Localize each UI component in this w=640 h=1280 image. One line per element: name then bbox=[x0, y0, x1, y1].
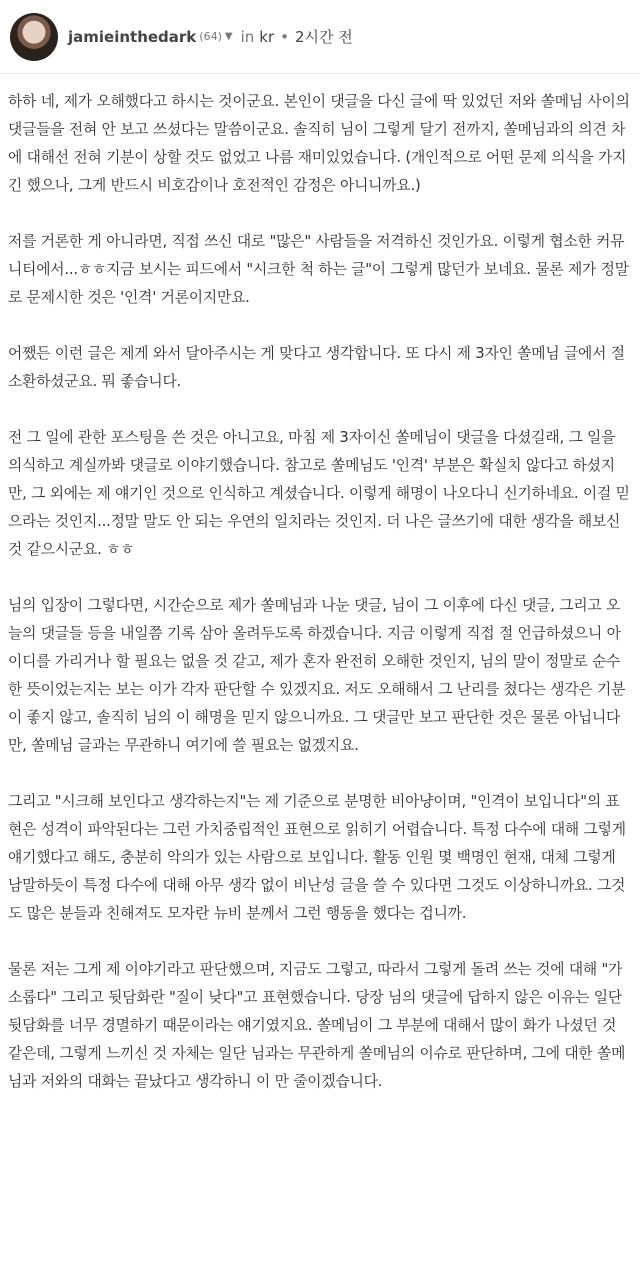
meta-separator: • bbox=[280, 27, 289, 46]
paragraph: 저를 거론한 게 아니라면, 직접 쓰신 대로 "많은" 사람들을 저격하신 것인가요. 이렇게 협소한 커뮤니티에서...ㅎㅎ지금 보시는 피드에서 "시크한 척 하는 글"이 그렇게 많던가 보네요. 물론 제가 정말로 문제시한 것은 '인격' 거론이지만요. bbox=[8, 233, 629, 306]
paragraph: 물론 저는 그게 제 이야기라고 판단했으며, 지금도 그렇고, 따라서 그렇게 돌려 쓰는 것에 대해 "가소롭다" 그리고 뒷담화란 "질이 낮다"고 표현했습니다. 당장 님의 댓글에 답하지 않은 이유는 일단 뒷담화를 너무 경멸하기 때문이라는 얘기였지요. 쏠메님이 그 부분에 대해서 많이 화가 나셨던 것 같은데, 그렇게 느끼신 것 자체는 일단 님과는 무관하게 쏠메님의 이슈로 판단하며, 그에 대한 쏠메님과 저와의 대화는 끝났다고 생각하니 이 만 줄이겠습니다. bbox=[8, 961, 626, 1090]
paragraph: 어쨌든 이런 글은 제게 와서 달아주시는 게 맞다고 생각합니다. 또 다시 제 3자인 쏠메님 글에서 절 소환하셨군요. 뭐 좋습니다. bbox=[8, 345, 625, 390]
paragraph: 전 그 일에 관한 포스팅을 쓴 것은 아니고요, 마침 제 3자이신 쏠메님이 댓글을 다셨길래, 그 일을 의식하고 계실까봐 댓글로 이야기했습니다. 참고로 쏠메님도 '인격' 부분은 확실치 않다고 하셨지만, 그 외에는 제 얘기인 것으로 인식하고 계셨습니다. 이렇게 해명이 나오다니 신기하네요. 이걸 믿으라는 것인지...정말 말도 안 되는 우연의 일치라는 것인지. 더 나은 글쓰기에 대한 생각을 해보신 것 같으시군요. ㅎㅎ bbox=[8, 429, 630, 558]
post-meta bbox=[68, 26, 353, 47]
author-avatar[interactable] bbox=[10, 13, 58, 61]
paragraph: 하하 네, 제가 오해했다고 하시는 것이군요. 본인이 댓글을 다신 글에 딱 있었던 저와 쏠메님 사이의 댓글들을 전혀 안 보고 쓰셨다는 말씀이군요. 솔직히 님이 그렇게 달기 전까지, 쏠메님과의 의견 차에 대해선 전혀 기분이 상할 것도 없었고 나름 재미있었습니다. (개인적으로 어떤 문제 의식을 가지긴 했으나, 그게 반드시 비호감이나 호전적인 감정은 아니니까요.) bbox=[8, 93, 630, 194]
chevron-down-icon[interactable]: ▼ bbox=[224, 31, 233, 42]
post-body bbox=[0, 74, 640, 1096]
paragraph: 그리고 "시크해 보인다고 생각하는지"는 제 기준으로 분명한 비아냥이며, "인격이 보입니다"의 표현은 성격이 파악된다는 그런 가치중립적인 표현으로 읽히기 어렵습니다. 특정 다수에 대해 그렇게 얘기했다고 해도, 충분히 악의가 있는 사람으로 보입니다. 활동 인원 몇 백명인 현재, 대체 그렇게 남말하듯이 특정 다수에 대해 아무 생각 없이 비난성 글을 쓸 수 있다면 그것도 이상하니까요. 그것도 많은 분들과 친해져도 모자란 뉴비 분께서 그런 행동을 했다는 겁니까. bbox=[8, 793, 626, 922]
post-header bbox=[0, 0, 640, 74]
author-name[interactable]: jamieinthedark bbox=[68, 27, 197, 46]
paragraph: 님의 입장이 그렇다면, 시간순으로 제가 쏠메님과 나눈 댓글, 님이 그 이후에 다신 댓글, 그리고 오늘의 댓글들 등을 내일쯤 기록 삼아 올려두도록 하겠습니다. 지금 이렇게 직접 절 언급하셨으니 아이디를 가리거나 할 필요는 없을 것 같고, 제가 혼자 완전히 오해한 것인지, 님의 말이 정말로 순수한 뜻이었는지는 보는 이가 각자 판단할 수 있겠지요. 저도 오해해서 그 난리를 쳤다는 생각은 기분이 좋지 않고, 솔직히 님의 이 해명을 믿지 않으니까요. 그 댓글만 보고 판단한 것은 물론 아닙니다만, 쏠메님 글과는 무관하니 여기에 쓸 필요는 없겠지요. bbox=[8, 597, 626, 754]
author-reputation: (64) bbox=[199, 30, 222, 43]
post-time[interactable]: 2시간 전 bbox=[295, 28, 353, 46]
community-link[interactable]: kr bbox=[259, 27, 275, 46]
in-label: in bbox=[240, 27, 255, 46]
